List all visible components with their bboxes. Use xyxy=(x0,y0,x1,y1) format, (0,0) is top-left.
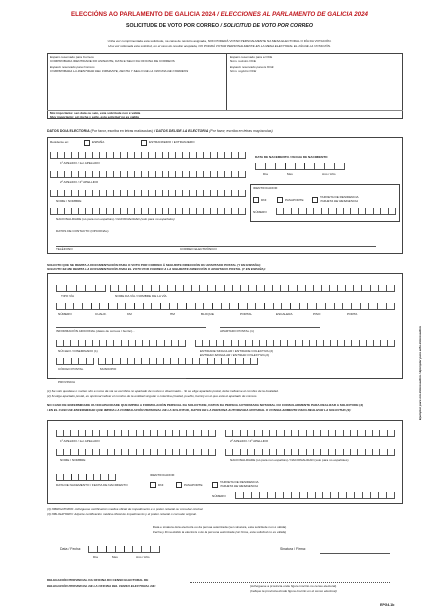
auth-id-dni-label: DNI xyxy=(158,483,164,487)
title-galician: ELECCIÓNS AO PARLAMENTO DE GALICIA 2024 xyxy=(71,11,216,18)
oce-label: Espazo reservado para a OCE xyxy=(230,55,273,59)
sign-year-label: Ano / Año xyxy=(136,555,150,559)
post-office-text-es: COMPROBADA LA IDENTIDAD DEL FIRMANTE, FECHA Y SELLO DE LA OFICINA DE CORREOS xyxy=(50,69,189,73)
additional-info-label: INFORMACIÓN ADICIONAL (datos de correos / buzón)... xyxy=(56,329,135,333)
delegation-label-es: DELEGACIÓN PROVINCIAL DE LA OFICINA DEL CENSO ELECTORAL DE: xyxy=(47,584,156,588)
postal-code-label: CÓDIGO POSTAL xyxy=(58,367,84,371)
elector-heading-es-note: (Por favor, escriba en letras mayúsculas) xyxy=(209,129,273,133)
auth-identifier-label: IDENTIFICADOR: xyxy=(150,473,175,477)
address-block-label: BLOQUE xyxy=(201,312,214,316)
sign-date-input[interactable] xyxy=(88,546,160,553)
nucleus-label: NÚCLEO / DISEMINADO (1) xyxy=(58,349,98,353)
oce-register-label-es: Núm. registro OCE xyxy=(230,69,257,73)
dob-input[interactable] xyxy=(255,163,345,170)
province-line[interactable] xyxy=(56,378,186,379)
auth-name-label: NOME / NOMBRE xyxy=(60,458,86,462)
auth-surname2-label: 2º APELIDO / 2º APELLIDO xyxy=(230,439,269,443)
auth-id-dni-checkbox[interactable] xyxy=(150,482,156,488)
oce-register-label: Núm. rexistro OCE xyxy=(230,59,256,63)
id-number-label: NÚMERO xyxy=(253,210,267,214)
surname1-input[interactable] xyxy=(50,152,246,159)
auth-dob-input[interactable] xyxy=(56,474,116,481)
nationality-es-note: (solo para no españoles) xyxy=(140,217,175,221)
id-residence-card-checkbox[interactable] xyxy=(312,197,318,203)
province-label: PROVINCIA xyxy=(58,380,76,384)
auth-nationality-label: NACIONALIDADE (só para non españois) / NACIONALIDAD (solo para no españoles) xyxy=(230,458,349,462)
section-elector-heading xyxy=(47,130,273,134)
dob-year-label: Ano / Año xyxy=(322,172,336,176)
residence-abroad-checkbox[interactable] xyxy=(141,140,147,146)
side-copy-label: Ejemplar para o/a interesado/a / Ejemplar para el/la interesado/a xyxy=(418,326,422,420)
post-office-label: Espazo reservado para Correos xyxy=(50,55,94,59)
address-qualifier-label: CUALIF. xyxy=(95,312,107,316)
address-number-label: NÚMERO xyxy=(58,312,72,316)
id-dni-label: DNI xyxy=(261,198,267,202)
auth-id-residence-card-label-es: TARJETA DE RESIDENCIA xyxy=(220,484,259,488)
residence-spain-label: ESPAÑA xyxy=(92,140,105,144)
auth-surname1-label: 1º APELIDO / 1er APELLIDO xyxy=(60,439,100,443)
section-address-heading: SOLICITO QUE SE REMITA A DOCUMENTACIÓN PARA O VOTO POR CORREO Á SEGUINTE DIRECCIÓN OU APARTADO POSTAL (Y EN ESPAÑA): xyxy=(47,263,261,267)
post-office-label-es: Espacio reservado para Correos xyxy=(50,65,95,69)
address-portal-label: PORTAL xyxy=(240,312,253,316)
date-label: Data / Fecha: xyxy=(60,547,82,551)
name-label: NOME / NOMBRE xyxy=(56,199,82,203)
id-passport-checkbox[interactable] xyxy=(277,197,283,203)
stamp-warning: Moi importante: sen data ou selo, esta solicitude non é válida xyxy=(50,111,141,115)
page-title xyxy=(0,12,439,18)
via-name-input[interactable] xyxy=(110,285,395,292)
sign-month-label: Mes xyxy=(112,555,118,559)
id-passport-label: PASAPORTE xyxy=(285,198,304,202)
delegation-hint-es: (Indique la provincia donde figura inscrito en el censo electoral) xyxy=(250,589,337,593)
elector-heading-note: (Por favor, escriba en letras maiúsculas) xyxy=(90,129,153,133)
auth-id-passport-checkbox[interactable] xyxy=(176,482,182,488)
id-residence-card-label: TARXETA DE RESIDENCIA xyxy=(320,195,359,199)
intro-galician: Unha vez cumprimentada esta solicitude, na caixa de reixistro asignada, NON PODERÁ VOTAR PERSOALMENTE NA MESA ELECTORAL O DÍA DA VOTACIÓN. xyxy=(107,39,332,43)
auth-name-input[interactable] xyxy=(56,449,216,456)
authorized-footnote-es: (3) OBLIGATORIO: Adjunte certificación médica oficial de impedimento y el poder notarial o consular original. xyxy=(47,512,197,516)
postal-code-input[interactable] xyxy=(56,358,94,365)
nucleus-input[interactable] xyxy=(56,340,186,347)
signature-instruction-es: Fecha y firma del/de la elector/a o de la persona autorizada (sin firma, esta solicitud no es válida) xyxy=(152,530,287,534)
elector-heading-es: / DATOS DEL/DE LA ELECTOR/A xyxy=(153,129,209,133)
signature-instruction: Data e sinatura do/a elector/a ou da persoa autorizada (sen sinatura, esta solicitude non é válida) xyxy=(152,525,287,529)
id-number-input[interactable] xyxy=(276,208,396,215)
surname2-input[interactable] xyxy=(50,171,246,178)
auth-id-number-input[interactable] xyxy=(235,492,395,499)
elector-heading-gl: DATOS DO/A ELECTOR/A xyxy=(47,129,90,133)
section-address-heading-es: SOLICITO SE ME REMITA LA DOCUMENTACIÓN PARA EL VOTO POR CORREO A LA SIGUIENTE DIRECCIÓN O APARTADO POSTAL (Y EN ESPAÑA): xyxy=(47,267,266,271)
address-footnote-1: (1) Se solo quedase o nucleo sito a nome da via se escribira no apartado de nucleo o diseminado... Si se elige apartado postal, debe indicarse el nombre de la localidad. xyxy=(47,389,279,393)
name-input[interactable] xyxy=(50,190,246,197)
intro-spanish: Una vez rellenada esta solicitud, en el caso de resultar aceptada, NO PODRÁ VOTAR PERSONALMENTE EN LA MESA ELECTORAL EL DÍA DE LA VOTACIÓN. xyxy=(108,44,331,48)
id-residence-card-label-es: TARJETA DE RESIDENCIA xyxy=(320,199,359,203)
nationality-label xyxy=(56,218,175,221)
nationality-gl: NACIONALIDADE xyxy=(56,217,82,221)
dob-day-label: Día xyxy=(263,172,268,176)
auth-id-passport-label: PASAPORTE xyxy=(184,483,203,487)
office-box-divider xyxy=(226,53,227,110)
id-dni-checkbox[interactable] xyxy=(253,197,259,203)
nationality-input[interactable] xyxy=(50,208,246,215)
surname2-label: 2º APELIDO / 2º APELLIDO xyxy=(60,180,99,184)
address-floor-label: PISO xyxy=(313,312,321,316)
nationality-gl-note: (só para non españois) xyxy=(82,217,114,221)
page-subtitle xyxy=(0,24,439,29)
form-code: EPG4.1b xyxy=(380,603,395,607)
additional-info-line[interactable] xyxy=(56,327,206,328)
address-footnote-2: (2) Si elige apartado postal, es opcional indicar el nombre de la entidad singular o colectiva (ciudad, pueblo, barrio) en el que está el apartado de correos. xyxy=(47,394,258,398)
address-detail-input[interactable] xyxy=(56,303,395,310)
via-type-label: TIPO VÍA xyxy=(61,294,75,298)
title-spanish: / ELECCIONES AL PARLAMENTO DE GALICIA 2024 xyxy=(217,11,368,18)
municipality-input[interactable] xyxy=(98,358,258,365)
delegation-label: DELEGACIÓN PROVINCIAL DA OFICINA DO CENSO ELECTORAL DE xyxy=(47,578,149,582)
signature-label: Sinatura / Firma: xyxy=(280,547,306,551)
auth-surname2-input[interactable] xyxy=(225,430,395,437)
subtitle-spanish: / SOLICITUD DE VOTO POR CORREO xyxy=(220,23,313,29)
phone-label: TELÉFONO xyxy=(56,247,73,251)
residence-abroad-label: ESTRANXEIRO / EXTRANJERO xyxy=(149,140,195,144)
auth-id-residence-card-checkbox[interactable] xyxy=(212,482,218,488)
section-authorized-heading-es: / EN EL CASO DE ENFERMEDAD QUE IMPIDA LA FORMULACIÓN PERSONAL DE LA SOLICITUD, DATOS DE LA PERSONA AUTORIZADA NOTARIAL O CONSULARMENTE PARA REALIZAR LA SOLICITUD (3): xyxy=(47,408,352,412)
auth-dob-label: DATA DE NACEMENTO / FECHA DE NACIMIENTO xyxy=(56,483,128,487)
auth-nationality-input[interactable] xyxy=(225,449,395,456)
section-authorized-heading: NO CASO DE ENFERMIDADE OU INCAPACIDADE QUE IMPIDA A FORMULACIÓN PERSOAL DA SOLICITUDE, DATOS DA PERSOA AUTORIZADA NOTARIAL OU CONSULARMENTE PARA REALIZAR A SOLICITUDE (3) xyxy=(47,403,364,407)
auth-id-residence-card-label: TARXETA DE RESIDENCIA xyxy=(220,480,259,484)
dob-label: DATA DE NACEMENTO / FECHA DE NACIMIENTO xyxy=(255,155,328,159)
po-box-line[interactable] xyxy=(220,327,320,328)
contact-label: DATOS DE CONTACTO (OPCIONAL): xyxy=(56,229,110,233)
singular-entity-label: ENTIDADE SINGULAR / ENTIDADE COLECTIVA (2) xyxy=(200,349,274,353)
via-name-label: NOME DA VÍA / NOMBRE DE LA VÍA xyxy=(115,294,167,298)
po-box-label: APARTADO POSTAL (1) xyxy=(220,329,254,333)
address-km-label: KM xyxy=(127,312,132,316)
residence-spain-checkbox[interactable] xyxy=(84,140,90,146)
dob-month-label: Mes xyxy=(287,172,293,176)
stamp-warning-es: Muy importante: sin fecha y sello, esta solicitud no es válida xyxy=(50,115,139,119)
nationality-es: / NACIONALIDAD xyxy=(114,217,140,221)
identifier-label: IDENTIFICADOR: xyxy=(253,186,278,190)
address-stair-label: ESCALERA xyxy=(276,312,293,316)
delegation-hint: (Achéguese a provincia onde figure inscrito no censo electoral) xyxy=(250,584,337,588)
address-door-label: PORTA xyxy=(347,312,358,316)
auth-surname1-input[interactable] xyxy=(56,430,216,437)
signature-line[interactable] xyxy=(320,553,390,554)
delegation-line[interactable] xyxy=(190,582,390,583)
surname1-label: 1º APELIDO / 1er APELLIDO xyxy=(60,161,100,165)
subtitle-galician: SOLICITUDE DE VOTO POR CORREO xyxy=(126,23,220,29)
sign-day-label: Día xyxy=(93,555,98,559)
authorized-footnote: (3) OBRIGATORIO: Achéguese certificación médica oficial de impedimento e o poder notarial ou consular orixinal. xyxy=(47,507,204,511)
singular-entity-input[interactable] xyxy=(195,340,395,347)
auth-id-number-label: NÚMERO xyxy=(212,494,226,498)
singular-entity-label-es: ENTIDAD SINGULAR / ENTIDAD COLECTIVA (2) xyxy=(200,353,270,357)
residence-label: Residente en: xyxy=(50,140,70,144)
post-office-text: COMPROBADA IDENTIDADE DO ASINANTE, DATA E SELO DA OFICINA DE CORREOS xyxy=(50,59,175,63)
oce-label-es: Espacio reservado para la OCE xyxy=(230,65,274,69)
email-label: CORREO ELECTRÓNICO xyxy=(180,247,217,251)
municipality-label: MUNICIPIO xyxy=(100,367,117,371)
address-hm-label: HM xyxy=(170,312,175,316)
via-type-input[interactable] xyxy=(56,285,106,292)
